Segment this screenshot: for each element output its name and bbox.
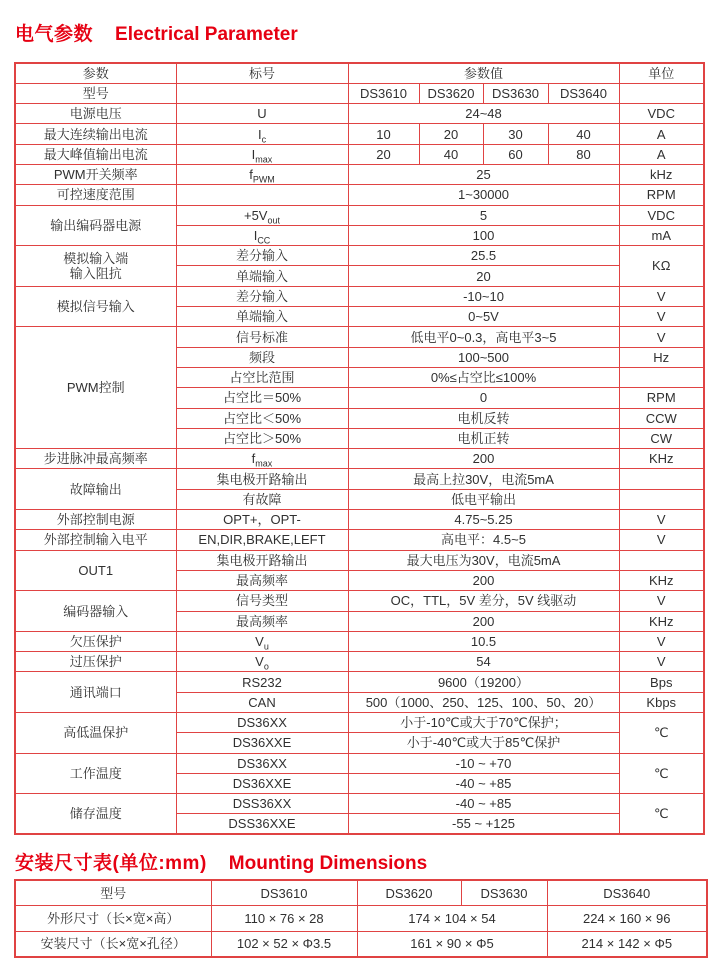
electrical-parameter-table-cell-r19c3: KHz — [619, 449, 704, 469]
electrical-parameter-table-cell-r15c0: 占空比范围 — [176, 367, 348, 387]
electrical-parameter-table-cell-r21c1: 低电平输出 — [348, 489, 619, 509]
electrical-parameter-table-cell-r31c1: 500（1000、250、125、100、50、20） — [348, 692, 619, 712]
electrical-parameter-table-cell-r29c0: 过压保护 — [15, 652, 176, 672]
electrical-parameter-table-cell-r22c1: OPT+，OPT- — [176, 510, 348, 530]
electrical-parameter-table-cell-r9c1: 差分输入 — [176, 246, 348, 266]
electrical-parameter-table-cell-r9c3: KΩ — [619, 246, 704, 287]
electrical-parameter-table-cell-r1c1 — [176, 83, 348, 103]
electrical-parameter-table-cell-r33c1: 小于-40℃或大于85℃保护 — [348, 733, 619, 753]
electrical-parameter-table-cell-r0c2: 参数值 — [348, 63, 619, 83]
electrical-parameter-table-cell-r21c2 — [619, 489, 704, 509]
electrical-parameter-table-cell-r3c6: A — [619, 124, 704, 144]
electrical-parameter-title — [15, 19, 298, 46]
electrical-parameter-table-cell-r14c2: Hz — [619, 347, 704, 367]
electrical-parameter-table-cell-r8c1: 100 — [348, 225, 619, 245]
electrical-parameter-table-cell-r24c0: OUT1 — [15, 550, 176, 591]
electrical-parameter-table-cell-r31c2: Kbps — [619, 692, 704, 712]
electrical-parameter-table-cell-r28c2: 10.5 — [348, 631, 619, 651]
electrical-parameter-table-cell-r13c1: 信号标准 — [176, 327, 348, 347]
mounting-dimensions-table-cell-r1c1: 110 × 76 × 28 — [211, 906, 357, 932]
electrical-parameter-table-cell-r9c2: 25.5 — [348, 246, 619, 266]
mounting-dimensions-title-en: Mounting Dimensions — [228, 853, 428, 874]
electrical-parameter-table-cell-r18c0: 占空比＞50% — [176, 428, 348, 448]
electrical-parameter-table — [14, 62, 705, 835]
electrical-parameter-table-cell-r9c0: 模拟输入端 输入阻抗 — [15, 246, 176, 287]
electrical-parameter-table-cell-r27c2: KHz — [619, 611, 704, 631]
electrical-parameter-table-cell-r32c3: ℃ — [619, 713, 704, 754]
electrical-parameter-table-cell-r30c1: RS232 — [176, 672, 348, 692]
electrical-parameter-table-cell-r32c0: 高低温保护 — [15, 713, 176, 754]
electrical-parameter-table-cell-r34c3: ℃ — [619, 753, 704, 794]
electrical-parameter-title-en: Electrical Parameter — [115, 24, 298, 45]
electrical-parameter-table-cell-r23c0: 外部控制输入电平 — [15, 530, 176, 550]
electrical-parameter-table-cell-r29c1: $V_o$ — [176, 652, 348, 672]
electrical-parameter-table-cell-r5c0: PWM开关频率 — [15, 164, 176, 184]
electrical-parameter-table-cell-r15c1: 0%≤占空比≤100% — [348, 367, 619, 387]
electrical-parameter-table-cell-r17c0: 占空比＜50% — [176, 408, 348, 428]
electrical-parameter-table-cell-r22c3: V — [619, 510, 704, 530]
electrical-parameter-table-cell-r16c1: 0 — [348, 388, 619, 408]
electrical-parameter-table-cell-r24c2: 最大电压为30V，电流5mA — [348, 550, 619, 570]
mounting-dimensions-table-cell-r2c0: 安装尺寸（长×宽×孔径） — [15, 931, 211, 957]
mounting-dimensions-table-cell-r0c3: DS3630 — [461, 880, 547, 906]
electrical-parameter-table-cell-r3c0: 最大连续输出电流 — [15, 124, 176, 144]
electrical-parameter-table-cell-r37c0: DSS36XXE — [176, 814, 348, 834]
electrical-parameter-table-cell-r20c2: 最高上拉30V，电流5mA — [348, 469, 619, 489]
electrical-parameter-table-cell-r12c1: 0~5V — [348, 307, 619, 327]
electrical-parameter-table-cell-r13c2: 低电平0~0.3，高电平3~5 — [348, 327, 619, 347]
electrical-parameter-table-cell-r3c1: $I_c$ — [176, 124, 348, 144]
electrical-parameter-table-cell-r7c2: 5 — [348, 205, 619, 225]
electrical-parameter-table-cell-r5c1: $f_{PWM}$ — [176, 164, 348, 184]
electrical-parameter-table-cell-r18c2: CW — [619, 428, 704, 448]
electrical-parameter-table-cell-r17c1: 电机反转 — [348, 408, 619, 428]
electrical-parameter-table-cell-r23c2: 高电平：4.5~5 — [348, 530, 619, 550]
electrical-parameter-table-cell-r36c0: 储存温度 — [15, 794, 176, 835]
electrical-parameter-table-cell-r4c5: 80 — [548, 144, 619, 164]
electrical-parameter-table-cell-r22c0: 外部控制电源 — [15, 510, 176, 530]
electrical-parameter-table-cell-r4c3: 40 — [419, 144, 483, 164]
electrical-parameter-table-cell-r19c2: 200 — [348, 449, 619, 469]
electrical-parameter-table-cell-r27c0: 最高频率 — [176, 611, 348, 631]
electrical-parameter-table-cell-r4c4: 60 — [483, 144, 548, 164]
mounting-dimensions-table-cell-r0c4: DS3640 — [547, 880, 707, 906]
electrical-parameter-table-cell-r35c0: DS36XXE — [176, 773, 348, 793]
electrical-parameter-table-cell-r28c1: $V_u$ — [176, 631, 348, 651]
electrical-parameter-table-cell-r36c2: -40 ~ +85 — [348, 794, 619, 814]
electrical-parameter-table-cell-r30c2: 9600（19200） — [348, 672, 619, 692]
electrical-parameter-table-cell-r21c0: 有故障 — [176, 489, 348, 509]
electrical-parameter-table-cell-r16c0: 占空比＝50% — [176, 388, 348, 408]
electrical-parameter-table-cell-r4c6: A — [619, 144, 704, 164]
electrical-parameter-table-cell-r7c1: $+5V_{out}$ — [176, 205, 348, 225]
electrical-parameter-table-cell-r28c3: V — [619, 631, 704, 651]
electrical-parameter-table-cell-r3c4: 30 — [483, 124, 548, 144]
electrical-parameter-table-cell-r20c3 — [619, 469, 704, 489]
electrical-parameter-table-cell-r32c1: DS36XX — [176, 713, 348, 733]
mounting-dimensions-table-cell-r2c2: 161 × 90 × Φ5 — [357, 931, 547, 957]
electrical-parameter-table-cell-r25c1: 200 — [348, 570, 619, 590]
electrical-parameter-table-cell-r12c0: 单端输入 — [176, 307, 348, 327]
electrical-parameter-table-cell-r12c2: V — [619, 307, 704, 327]
electrical-parameter-table-cell-r26c1: 信号类型 — [176, 591, 348, 611]
electrical-parameter-table-cell-r36c3: ℃ — [619, 794, 704, 835]
electrical-parameter-table-cell-r35c1: -40 ~ +85 — [348, 773, 619, 793]
electrical-parameter-table-cell-r3c2: 10 — [348, 124, 419, 144]
electrical-parameter-table-cell-r24c1: 集电极开路输出 — [176, 550, 348, 570]
mounting-dimensions-title-zh: 安装尺寸表(单位:mm) — [15, 853, 207, 874]
electrical-parameter-table-cell-r2c1: U — [176, 104, 348, 124]
electrical-parameter-table-cell-r4c2: 20 — [348, 144, 419, 164]
electrical-parameter-table-cell-r6c3: RPM — [619, 185, 704, 205]
electrical-parameter-table-cell-r7c3: VDC — [619, 205, 704, 225]
electrical-parameter-table-cell-r2c0: 电源电压 — [15, 104, 176, 124]
electrical-parameter-table-cell-r20c0: 故障输出 — [15, 469, 176, 510]
electrical-parameter-table-cell-r16c2: RPM — [619, 388, 704, 408]
electrical-parameter-table-cell-r25c2: KHz — [619, 570, 704, 590]
electrical-parameter-table-cell-r0c1: 标号 — [176, 63, 348, 83]
electrical-parameter-table-cell-r34c1: DS36XX — [176, 753, 348, 773]
mounting-dimensions-table-cell-r2c3: 214 × 142 × Φ5 — [547, 931, 707, 957]
electrical-parameter-table-cell-r11c3: V — [619, 286, 704, 306]
mounting-dimensions-table-cell-r0c2: DS3620 — [357, 880, 461, 906]
mounting-dimensions-table-cell-r0c0: 型号 — [15, 880, 211, 906]
electrical-parameter-table-cell-r22c2: 4.75~5.25 — [348, 510, 619, 530]
electrical-parameter-table-cell-r20c1: 集电极开路输出 — [176, 469, 348, 489]
electrical-parameter-table-cell-r11c2: -10~10 — [348, 286, 619, 306]
electrical-parameter-table-cell-r1c4: DS3630 — [483, 83, 548, 103]
mounting-dimensions-table-cell-r1c2: 174 × 104 × 54 — [357, 906, 547, 932]
electrical-parameter-table-cell-r11c0: 模拟信号输入 — [15, 286, 176, 327]
electrical-parameter-table-cell-r37c1: -55 ~ +125 — [348, 814, 619, 834]
electrical-parameter-table-cell-r1c0: 型号 — [15, 83, 176, 103]
electrical-parameter-table-cell-r4c1: $I_{max}$ — [176, 144, 348, 164]
electrical-parameter-table-cell-r28c0: 欠压保护 — [15, 631, 176, 651]
electrical-parameter-table-cell-r6c1 — [176, 185, 348, 205]
electrical-parameter-table-cell-r3c5: 40 — [548, 124, 619, 144]
electrical-parameter-table-cell-r34c2: -10 ~ +70 — [348, 753, 619, 773]
electrical-parameter-table-cell-r26c2: OC，TTL，5V 差分，5V 线驱动 — [348, 591, 619, 611]
electrical-parameter-table-cell-r10c1: 20 — [348, 266, 619, 286]
electrical-parameter-table-cell-r27c1: 200 — [348, 611, 619, 631]
electrical-parameter-table-cell-r8c0: $I_{CC}$ — [176, 225, 348, 245]
electrical-parameter-table-cell-r23c1: EN,DIR,BRAKE,LEFT — [176, 530, 348, 550]
mounting-dimensions-table-cell-r1c3: 224 × 160 × 96 — [547, 906, 707, 932]
electrical-parameter-table-cell-r1c6 — [619, 83, 704, 103]
mounting-dimensions-table-cell-r0c1: DS3610 — [211, 880, 357, 906]
electrical-parameter-table-cell-r1c5: DS3640 — [548, 83, 619, 103]
electrical-parameter-table-cell-r2c3: VDC — [619, 104, 704, 124]
electrical-parameter-table-cell-r26c3: V — [619, 591, 704, 611]
electrical-parameter-table-cell-r8c2: mA — [619, 225, 704, 245]
mounting-dimensions-title — [15, 848, 427, 875]
electrical-parameter-table-cell-r3c3: 20 — [419, 124, 483, 144]
electrical-parameter-table-cell-r5c3: kHz — [619, 164, 704, 184]
electrical-parameter-table-cell-r18c1: 电机正转 — [348, 428, 619, 448]
electrical-parameter-table-cell-r32c2: 小于-10℃或大于70℃保护； — [348, 713, 619, 733]
electrical-parameter-table-cell-r6c0: 可控速度范围 — [15, 185, 176, 205]
electrical-parameter-table-cell-r10c0: 单端输入 — [176, 266, 348, 286]
mounting-dimensions-table-cell-r2c1: 102 × 52 × Φ3.5 — [211, 931, 357, 957]
electrical-parameter-table-cell-r36c1: DSS36XX — [176, 794, 348, 814]
electrical-parameter-table-cell-r34c0: 工作温度 — [15, 753, 176, 794]
electrical-parameter-table-cell-r2c2: 24~48 — [348, 104, 619, 124]
electrical-parameter-table-cell-r31c0: CAN — [176, 692, 348, 712]
electrical-parameter-table-cell-r15c2 — [619, 367, 704, 387]
electrical-parameter-table-cell-r29c3: V — [619, 652, 704, 672]
electrical-parameter-table-cell-r14c0: 频段 — [176, 347, 348, 367]
electrical-parameter-table-cell-r5c2: 25 — [348, 164, 619, 184]
electrical-parameter-table-cell-r26c0: 编码器输入 — [15, 591, 176, 632]
electrical-parameter-table-cell-r13c3: V — [619, 327, 704, 347]
electrical-parameter-table-cell-r4c0: 最大峰值输出电流 — [15, 144, 176, 164]
electrical-parameter-table-cell-r33c0: DS36XXE — [176, 733, 348, 753]
electrical-parameter-table-cell-r24c3 — [619, 550, 704, 570]
electrical-parameter-table-cell-r7c0: 输出编码器电源 — [15, 205, 176, 246]
electrical-parameter-table-cell-r1c2: DS3610 — [348, 83, 419, 103]
electrical-parameter-table-cell-r17c2: CCW — [619, 408, 704, 428]
electrical-parameter-table-cell-r29c2: 54 — [348, 652, 619, 672]
mounting-dimensions-table — [14, 879, 708, 958]
electrical-parameter-table-cell-r19c0: 步进脉冲最高频率 — [15, 449, 176, 469]
electrical-parameter-table-cell-r19c1: $f_{max}$ — [176, 449, 348, 469]
electrical-parameter-table-cell-r1c3: DS3620 — [419, 83, 483, 103]
electrical-parameter-table-cell-r25c0: 最高频率 — [176, 570, 348, 590]
mounting-dimensions-table-cell-r1c0: 外形尺寸（长×宽×高） — [15, 906, 211, 932]
electrical-parameter-title-zh: 电气参数 — [15, 24, 94, 45]
electrical-parameter-table-cell-r14c1: 100~500 — [348, 347, 619, 367]
electrical-parameter-table-cell-r6c2: 1~30000 — [348, 185, 619, 205]
electrical-parameter-table-cell-r30c0: 通讯端口 — [15, 672, 176, 713]
electrical-parameter-table-cell-r0c3: 单位 — [619, 63, 704, 83]
electrical-parameter-table-cell-r30c3: Bps — [619, 672, 704, 692]
electrical-parameter-table-cell-r13c0: PWM控制 — [15, 327, 176, 449]
electrical-parameter-table-cell-r23c3: V — [619, 530, 704, 550]
electrical-parameter-table-cell-r11c1: 差分输入 — [176, 286, 348, 306]
electrical-parameter-table-cell-r0c0: 参数 — [15, 63, 176, 83]
